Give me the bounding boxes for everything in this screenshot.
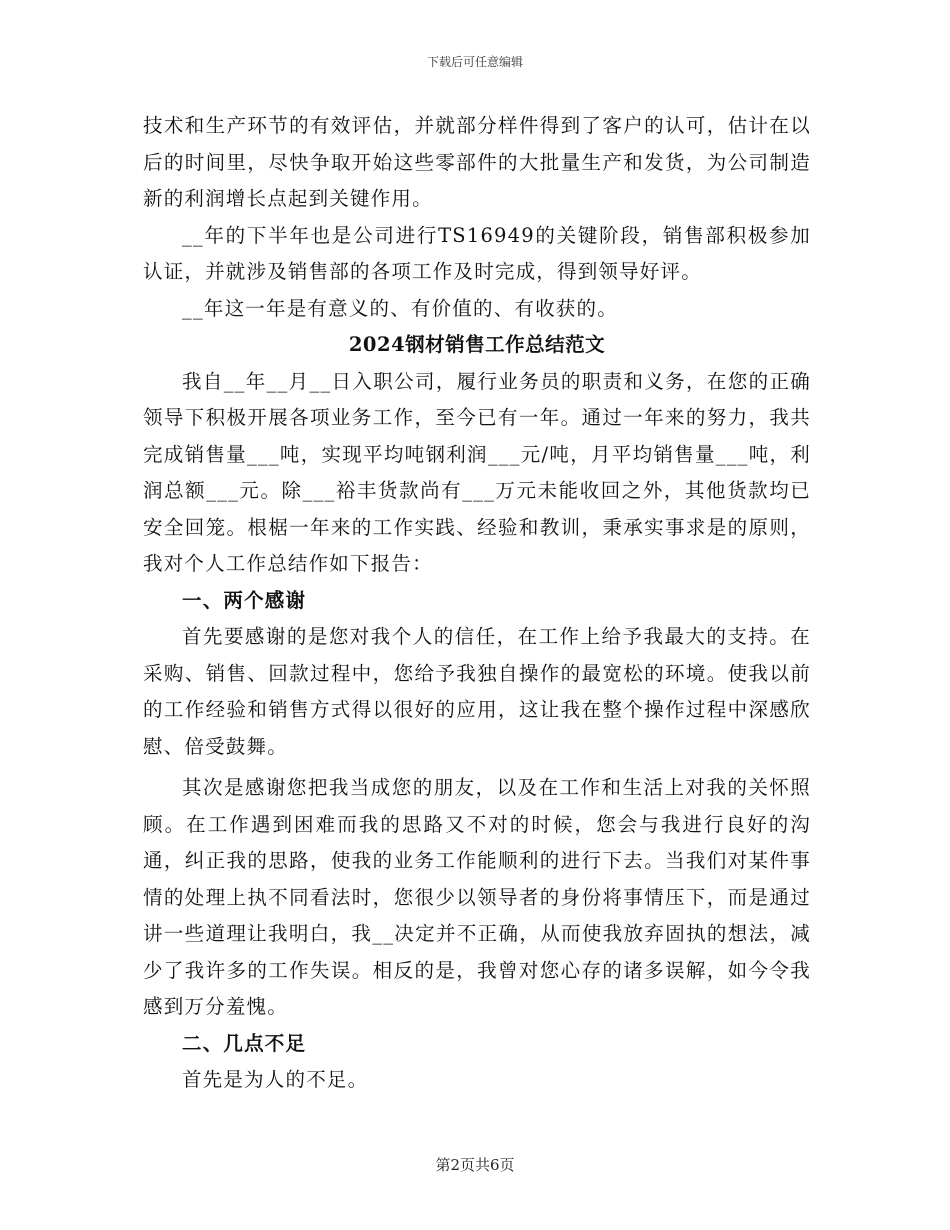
paragraph-ts16949: __年的下半年也是公司进行TS16949的关键阶段，销售部积极参加认证，并就涉及销售部的各项工作及时完成，得到领导好评。 [143, 223, 811, 283]
paragraph-thanks-second: 其次是感谢您把我当成您的朋友，以及在工作和生活上对我的关怀照顾。在工作遇到困难而我的思路又不对的时候，您会与我进行良好的沟通，纠正我的思路，使我的业务工作能顺利的进行下去。当我们对某件事情的处理上执不同看法时，您很少以领导者的身份将事情压下，而是通过讲一些道理让我明白，我__决定并不正确，从而使我放弃固执的想法，减少了我许多的工作失误。相反的是，我曾对您心存的诸多误解，如今令我感到万分羞愧。 [143, 776, 811, 1018]
document-body [143, 108, 811, 1099]
heading-two-thanks: 一、两个感谢 [182, 588, 307, 612]
page-header: 下载后可任意编辑 [426, 55, 523, 69]
paragraph-year-summary: __年这一年是有意义的、有价值的、有收获的。 [182, 296, 618, 320]
paragraph-intro: 我自__年__月__日入职公司，履行业务员的职责和义务，在您的正确领导下积极开展各项业务工作，至今已有一年。通过一年来的努力，我共完成销售量___吨，实现平均吨钢利润___元/吨，月平均销售量___吨，利润总额___元。除___裕丰货款尚有___万元未能收回之外，其他货款均已安全回笼。根椐一年来的工作实践、经验和教训，秉承实事求是的原则，我对个人工作总结作如下报告： [143, 369, 811, 575]
paragraph-shortcoming-first: 首先是为人的不足。 [182, 1068, 369, 1091]
section-title: 2024钢材销售工作总结范文 [348, 333, 606, 356]
page-footer: 第2页共6页 [435, 1156, 515, 1174]
paragraph-thanks-first: 首先要感谢的是您对我个人的信任，在工作上给予我最大的支持。在采购、销售、回款过程中，您给予我独自操作的最宽松的环境。使我以前的工作经验和销售方式得以很好的应用，这让我在整个操作过程中深感欣慰、倍受鼓舞。 [143, 625, 811, 758]
heading-shortcomings: 二、几点不足 [182, 1031, 307, 1055]
paragraph-continuation: 技术和生产环节的有效评估，并就部分样件得到了客户的认可，估计在以后的时间里，尽快争取开始这些零部件的大批量生产和发货，为公司制造新的利润增长点起到关键作用。 [143, 114, 811, 210]
